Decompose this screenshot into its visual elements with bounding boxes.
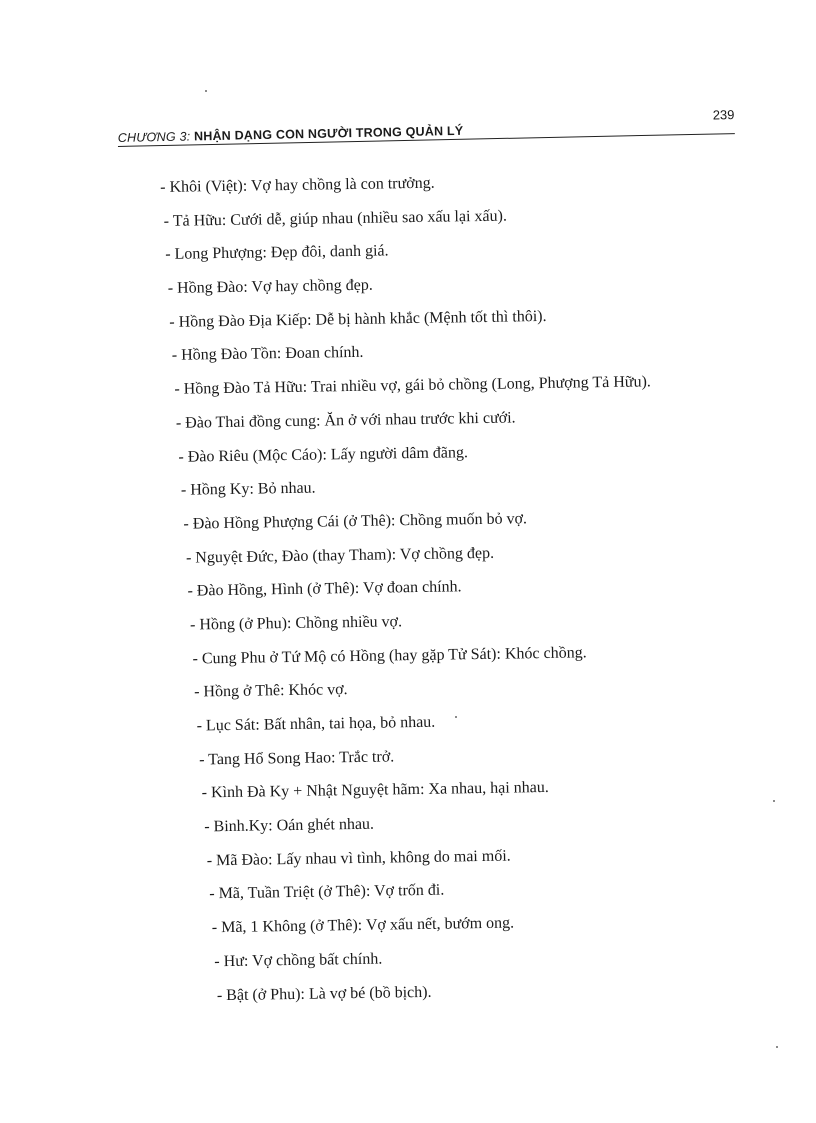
list-item: - Đào Riêu (Mộc Cáo): Lấy người dâm đãng. <box>178 443 469 466</box>
list-item: - Long Phượng: Đẹp đôi, danh giá. <box>165 242 389 264</box>
scan-speck <box>773 800 775 802</box>
list-item: - Bật (ở Phu): Là vợ bé (bồ bịch). <box>216 983 432 1004</box>
list-item: - Binh.Ky: Oán ghét nhau. <box>204 815 375 836</box>
list-item: - Hồng (ở Phu): Chồng nhiều vợ. <box>189 613 403 634</box>
list-item: - Nguyệt Đức, Đào (thay Tham): Vợ chồng đẹp. <box>185 544 495 567</box>
list-item: - Hồng Đào Tồn: Đoan chính. <box>171 344 364 365</box>
list-item: - Hồng ở Thê: Khóc vợ. <box>193 681 348 701</box>
list-item: - Hồng Đào Địa Kiếp: Dễ bị hành khắc (Mệnh tốt thì thôi). <box>169 307 547 331</box>
scan-speck <box>776 1046 778 1048</box>
list-item: - Hư: Vợ chồng bất chính. <box>214 950 383 971</box>
list-item: - Cung Phu ở Tứ Mộ có Hồng (hay gặp Tử Sát): Khóc chồng. <box>192 643 587 668</box>
list-item: - Mã Đào: Lấy nhau vì tình, không do mai mối. <box>206 847 511 870</box>
list-item: - Hồng Ky: Bỏ nhau. <box>180 479 316 499</box>
chapter-prefix: CHƯƠNG 3: <box>117 129 191 146</box>
list-item: - Khôi (Việt): Vợ hay chồng là con trưởng. <box>160 174 435 196</box>
list-item: - Lục Sát: Bất nhân, tai họa, bỏ nhau. <box>196 713 436 735</box>
scan-speck <box>205 90 207 92</box>
chapter-title-text: NHẬN DẠNG CON NGƯỜI TRONG QUẢN LÝ <box>193 123 464 144</box>
entry-list <box>160 166 773 1018</box>
list-item: - Mã, Tuần Triệt (ở Thê): Vợ trốn đi. <box>209 882 445 903</box>
list-item: - Hồng Đào Tả Hữu: Trai nhiều vợ, gái bỏ chồng (Long, Phượng Tả Hữu). <box>174 373 651 398</box>
list-item: - Hồng Đào: Vợ hay chồng đẹp. <box>167 276 373 297</box>
list-item: - Đào Thai đồng cung: Ăn ở với nhau trước khi cưới. <box>175 409 516 432</box>
list-item: - Kình Đà Ky + Nhật Nguyệt hãm: Xa nhau, hại nhau. <box>201 779 549 802</box>
list-item: - Đào Hồng Phượng Cái (ở Thê): Chồng muốn bỏ vợ. <box>183 510 528 533</box>
page-number: 239 <box>712 107 735 123</box>
list-item: - Tả Hữu: Cưới dễ, giúp nhau (nhiều sao xấu lại xấu). <box>163 207 508 230</box>
page-header <box>117 105 734 148</box>
list-item: - Đào Hồng, Hình (ở Thê): Vợ đoan chính. <box>187 578 462 600</box>
list-item: - Tang Hổ Song Hao: Trắc trở. <box>199 748 395 769</box>
list-item: - Mã, 1 Không (ở Thê): Vợ xấu nết, bướm ong. <box>211 914 515 937</box>
